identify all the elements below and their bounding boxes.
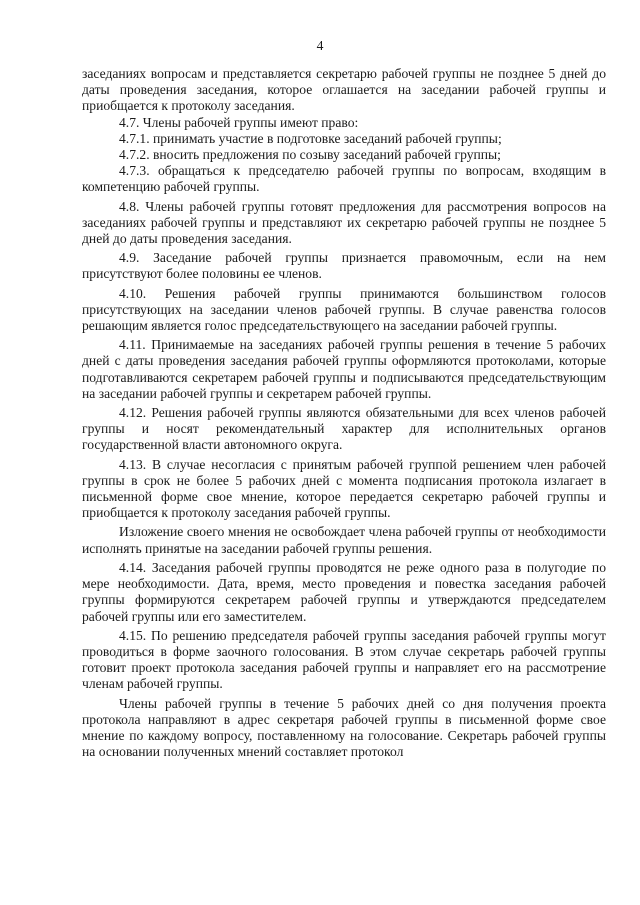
paragraph-4-7-1: 4.7.1. принимать участие в подготовке заседаний рабочей группы; <box>119 130 502 146</box>
paragraph-4-7: 4.7. Члены рабочей группы имеют право: <box>119 114 359 130</box>
paragraph-4-13-note: Изложение своего мнения не освобождает члена рабочей группы от необходимости исполнять принятые на заседании рабочей группы решения. <box>82 524 606 556</box>
paragraph-4-8: 4.8. Члены рабочей группы готовят предложения для рассмотрения вопросов на заседаниях рабочей группы и представляют их секретарю рабочей группы не позднее 5 дней до даты проведения заседания. <box>82 198 606 247</box>
paragraph-4-15-members: Члены рабочей группы в течение 5 рабочих дней со дня получения проекта протокола направляют в адрес секретаря рабочей группы в письменной форме свое мнение по каждому вопросу, поставленному на голосование. Секретарь рабочей группы на основании полученных мнений составляет протокол <box>82 695 606 760</box>
paragraph-4-13: 4.13. В случае несогласия с принятым рабочей группой решением член рабочей группы в срок не более 5 рабочих дней с момента подписания протокола излагает в письменной форме свое мнение, которое передается секретарю рабочей группы и приобщается к протоколу заседания рабочей группы. <box>82 456 606 521</box>
paragraph-4-10: 4.10. Решения рабочей группы принимаются большинством голосов присутствующих на заседании членов рабочей группы. В случае равенства голосов решающим является голос председательствующего на заседании рабочей группы. <box>82 285 606 334</box>
document-body <box>82 66 606 760</box>
paragraph-4-9: 4.9. Заседание рабочей группы признается правомочным, если на нем присутствуют более половины ее членов. <box>82 250 606 282</box>
paragraph-4-14: 4.14. Заседания рабочей группы проводятся не реже одного раза в полугодие по мере необходимости. Дата, время, место проведения и повестка заседания рабочей группы формируются секретарем рабочей группы и утверждаются председателем рабочей группы или его заместителем. <box>82 559 606 624</box>
page-number: 4 <box>316 38 324 53</box>
paragraph-4-11: 4.11. Принимаемые на заседаниях рабочей группы решения в течение 5 рабочих дней с даты проведения заседания рабочей группы оформляются протоколами, которые подготавливаются секретарем рабочей группы и подписываются председательствующим на заседании рабочей группы и секретарем рабочей группы. <box>82 337 606 401</box>
paragraph-4-7-2: 4.7.2. вносить предложения по созыву заседаний рабочей группы; <box>119 147 501 163</box>
paragraph-4-15: 4.15. По решению председателя рабочей группы заседания рабочей группы могут проводиться в форме заочного голосования. В этом случае секретарь рабочей группы готовит проект протокола заседания рабочей группы и направляет его на рассмотрение членам рабочей группы. <box>82 627 606 692</box>
paragraph-continuation: заседаниях вопросам и представляется секретарю рабочей группы не позднее 5 дней до даты проведения заседания, которое оглашается на заседании рабочей группы и приобщается к протоколу заседания. <box>82 66 606 114</box>
paragraph-4-7-3: 4.7.3. обращаться к председателю рабочей группы по вопросам, входящим в компетенцию рабочей группы. <box>82 163 606 195</box>
paragraph-4-12: 4.12. Решения рабочей группы являются обязательными для всех членов рабочей группы и носят рекомендательный характер для исполнительных органов государственной власти автономного округа. <box>82 405 606 453</box>
